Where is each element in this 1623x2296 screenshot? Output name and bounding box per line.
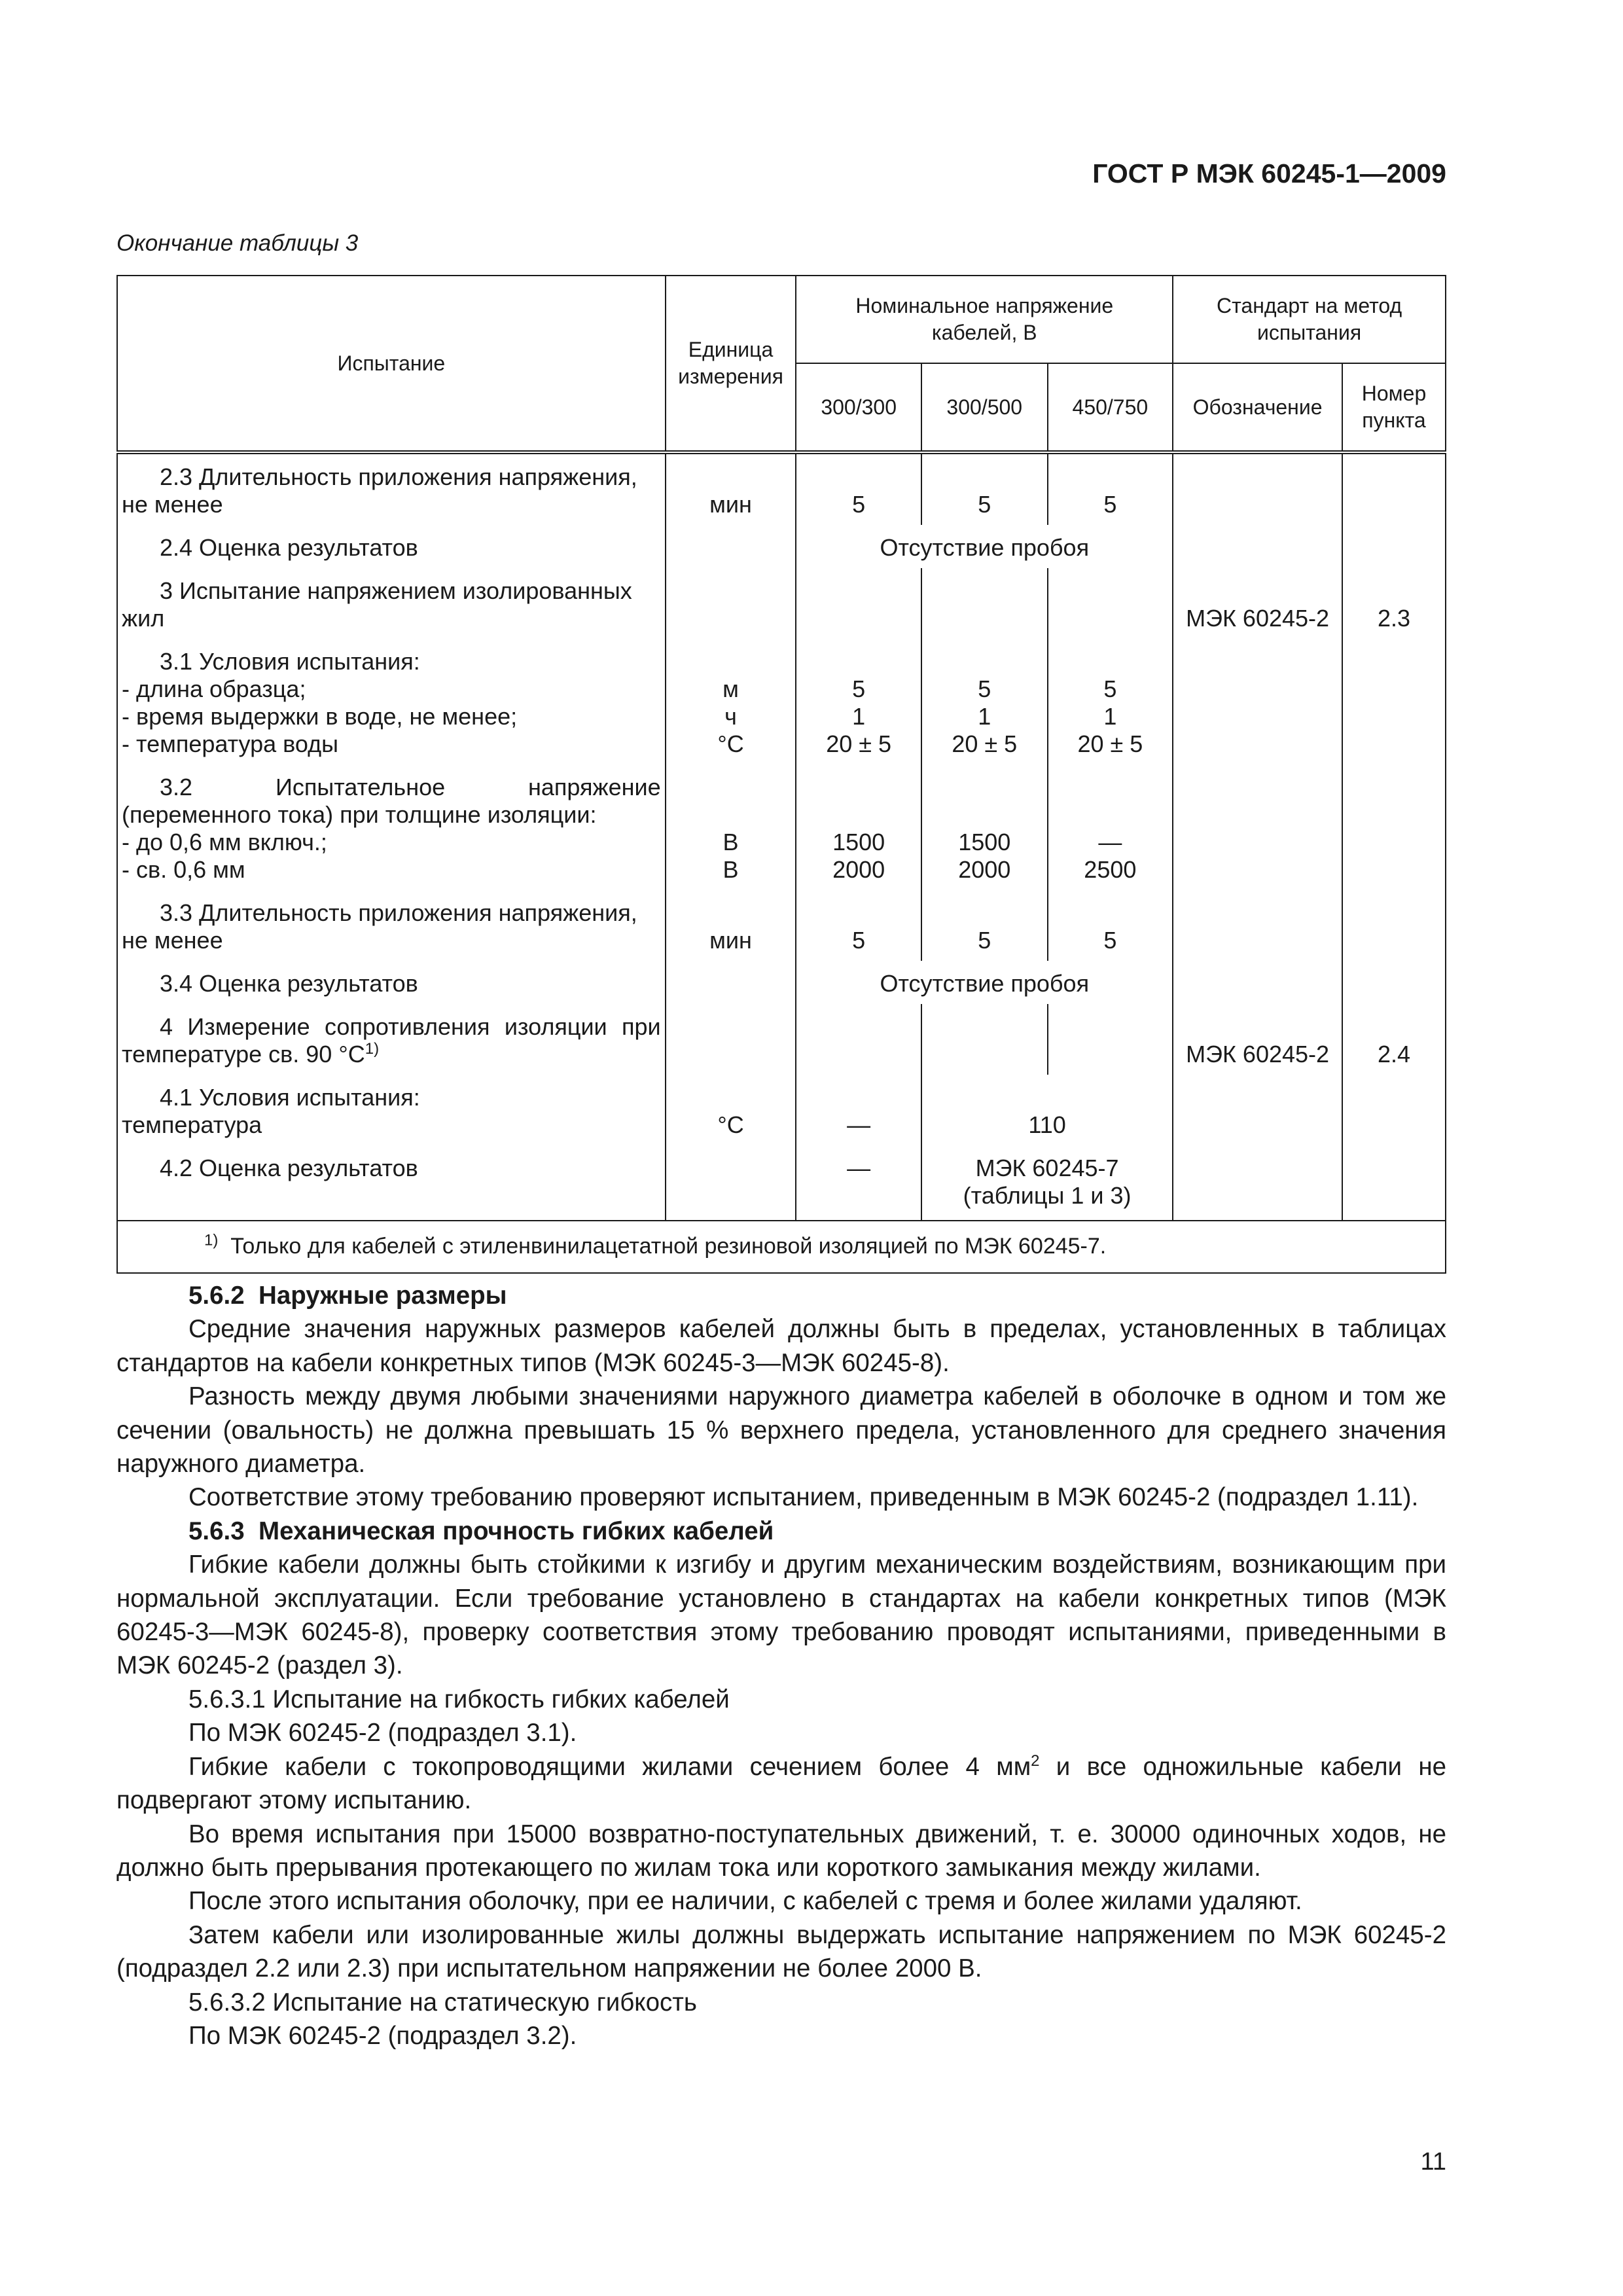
row-3-1-v3-c: 20 ± 5: [1077, 730, 1143, 757]
table-row: [117, 1075, 1446, 1145]
paragraph: Средние значения наружных размеров кабелей должны быть в пределах, установленных в таблицах стандартов на кабели конкретных типов (МЭК 60245-3—МЭК 60245-8).: [116, 1315, 1446, 1377]
row-3-1-v1-c: 20 ± 5: [826, 730, 892, 757]
row-3-designation: МЭК 60245-2: [1173, 568, 1342, 639]
row-4-1-line: температура: [122, 1111, 262, 1138]
row-3-4-result: Отсутствие пробоя: [796, 961, 1173, 1004]
row-3-1-v2-c: 20 ± 5: [952, 730, 1018, 757]
col-v3-header: 450/750: [1048, 363, 1173, 452]
row-3-2-v3-a: —: [1098, 829, 1122, 855]
subsection-5-6-3-2-heading: 5.6.3.2 Испытание на статическую гибкость: [188, 1988, 697, 2017]
row-4-1-title: 4.1 Условия испытания:: [160, 1084, 420, 1111]
row-4-clause: 2.4: [1342, 1004, 1446, 1075]
section-5-6-3-heading: 5.6.3 Механическая прочность гибких кабелей: [188, 1516, 774, 1545]
row-2-3-v2: 5: [921, 452, 1048, 525]
table-3: [116, 275, 1446, 1274]
row-3-3-v2: 5: [921, 890, 1048, 961]
row-2-3-test: 2.3 Длительность приложения напряжения, не менее: [122, 463, 637, 518]
row-3-1-v1-b: 1: [852, 703, 866, 730]
col-voltage-header: Номинальное напряжение кабелей, В: [796, 276, 1173, 363]
table-row: [117, 568, 1446, 639]
paragraph: Соответствие этому требованию проверяют испытанием, приведенным в МЭК 60245-2 (подраздел 1.11).: [188, 1483, 1419, 1512]
table-row: [117, 525, 1446, 568]
col-clause-header: Номер пункта: [1342, 363, 1446, 452]
row-3-2-v2-a: 1500: [958, 829, 1011, 855]
row-3-2-line-2: - св. 0,6 мм: [122, 856, 245, 883]
row-3-3-v1: 5: [796, 890, 921, 961]
paragraph: Гибкие кабели должны быть стойкими к изгибу и другим механическим воздействиям, возникающим при нормальной эксплуатации. Если требование установлено в стандартах на кабели конкретных типов (МЭК 60245-3—МЭК 60245-8), проверку соответствия этому требованию проводят испытаниями, приведенными в МЭК 60245-2 (раздел 3).: [116, 1551, 1446, 1680]
row-3-2-line-1: - до 0,6 мм включ.;: [122, 829, 327, 855]
footnote-ref: 1): [365, 1040, 380, 1058]
body-text: [116, 1279, 1446, 2053]
row-3-1-title: 3.1 Условия испытания:: [160, 648, 420, 675]
row-2-4-test: 2.4 Оценка результатов: [160, 534, 418, 561]
table-footnote: [117, 1221, 1446, 1273]
row-4-2-v23-b: (таблицы 1 и 3): [963, 1182, 1132, 1209]
paragraph: По МЭК 60245-2 (подраздел 3.2).: [188, 2021, 577, 2050]
table-row: [117, 639, 1446, 764]
row-3-2-title: 3.2 Испытательное напряжение (переменного тока) при толщине изоляции:: [122, 774, 661, 828]
table-row: [117, 1145, 1446, 1221]
col-designation-header: Обозначение: [1173, 363, 1342, 452]
table-row: [117, 961, 1446, 1004]
table-row: [117, 1004, 1446, 1075]
row-3-test: 3 Испытание напряжением изолированных жил: [122, 577, 632, 632]
row-3-1-v2-a: 5: [978, 675, 991, 702]
row-3-1-line-2: - время выдержки в воде, не менее;: [122, 703, 518, 730]
row-3-1-unit-1: м: [722, 675, 739, 702]
row-4-designation: МЭК 60245-2: [1173, 1004, 1342, 1075]
row-3-1-line-1: - длина образца;: [122, 675, 306, 702]
row-3-2-v3-b: 2500: [1084, 856, 1137, 883]
row-3-2-unit-1: В: [722, 829, 739, 855]
paragraph: После этого испытания оболочку, при ее наличии, с кабелей с тремя и более жилами удаляют.: [188, 1887, 1302, 1916]
row-3-clause: 2.3: [1342, 568, 1446, 639]
row-4-1-v23: 110: [921, 1075, 1173, 1145]
table-row: [117, 890, 1446, 961]
row-3-3-v3: 5: [1048, 890, 1173, 961]
table-row: [117, 764, 1446, 890]
row-3-1-v3-a: 5: [1103, 675, 1117, 702]
table-row: [117, 452, 1446, 525]
col-standard-header: Стандарт на метод испытания: [1173, 276, 1446, 363]
footnote-text: Только для кабелей с этиленвинилацетатной резиновой изоляцией по МЭК 60245-7.: [230, 1234, 1107, 1259]
table-caption: Окончание таблицы 3: [116, 230, 359, 256]
row-3-2-v2-b: 2000: [958, 856, 1011, 883]
col-unit-header: Единица измерения: [666, 276, 796, 452]
paragraph: Гибкие кабели с токопроводящими жилами сечением более 4 $мм^2$ и все одножильные кабели не подвергают этому испытанию.: [116, 1751, 1446, 1815]
row-3-1-unit-2: ч: [724, 703, 737, 730]
paragraph: Во время испытания при 15000 возвратно-поступательных движений, т. е. 30000 одиночных ходов, не должно быть прерывания протекающего по жилам тока или короткого замыкания между жилами.: [116, 1820, 1446, 1882]
col-v1-header: 300/300: [796, 363, 921, 452]
col-v2-header: 300/500: [921, 363, 1048, 452]
row-4-test: 4 Измерение сопротивления изоляции при температуре св. 90 °С: [122, 1013, 661, 1067]
row-3-2-v1-a: 1500: [832, 829, 885, 855]
subsection-5-6-3-1-heading: 5.6.3.1 Испытание на гибкость гибких кабелей: [188, 1685, 730, 1713]
row-4-1-v1: —: [796, 1075, 921, 1145]
row-4-2-test: 4.2 Оценка результатов: [160, 1155, 418, 1181]
row-3-1-v2-b: 1: [978, 703, 991, 730]
col-test-header: Испытание: [117, 276, 666, 452]
document-code: ГОСТ Р МЭК 60245-1—2009: [1092, 158, 1446, 188]
row-3-1-line-3: - температура воды: [122, 730, 338, 757]
row-3-3-test: 3.3 Длительность приложения напряжения, не менее: [122, 899, 637, 954]
row-2-4-result: Отсутствие пробоя: [796, 525, 1173, 568]
row-2-3-unit: мин: [666, 452, 796, 525]
row-3-1-v3-b: 1: [1103, 703, 1117, 730]
row-3-2-v1-b: 2000: [832, 856, 885, 883]
paragraph: По МЭК 60245-2 (подраздел 3.1).: [188, 1719, 577, 1748]
row-3-4-test: 3.4 Оценка результатов: [160, 970, 418, 997]
row-3-2-unit-2: В: [722, 856, 739, 883]
row-4-2-v23-a: МЭК 60245-7: [975, 1155, 1119, 1181]
row-3-1-unit-3: °С: [717, 730, 744, 757]
section-5-6-2-heading: 5.6.2 Наружные размеры: [188, 1282, 507, 1310]
footnote-mark: 1): [204, 1231, 219, 1249]
row-2-3-v3: 5: [1048, 452, 1173, 525]
row-4-1-unit: °С: [666, 1075, 796, 1145]
row-3-1-v1-a: 5: [852, 675, 866, 702]
row-2-3-v1: 5: [796, 452, 921, 525]
row-4-2-v1: —: [796, 1145, 921, 1221]
paragraph: Затем кабели или изолированные жилы должны выдержать испытание напряжением по МЭК 60245-2 (подраздел 2.2 или 2.3) при испытательном напряжении не более 2000 В.: [116, 1920, 1446, 1983]
paragraph: Разность между двумя любыми значениями наружного диаметра кабелей в оболочке в одном и том же сечении (овальность) не должна превышать 15 % верхнего предела, установленного для среднего значения наружного диаметра.: [116, 1382, 1446, 1479]
row-3-3-unit: мин: [666, 890, 796, 961]
page-number: 11: [1420, 2148, 1446, 2176]
